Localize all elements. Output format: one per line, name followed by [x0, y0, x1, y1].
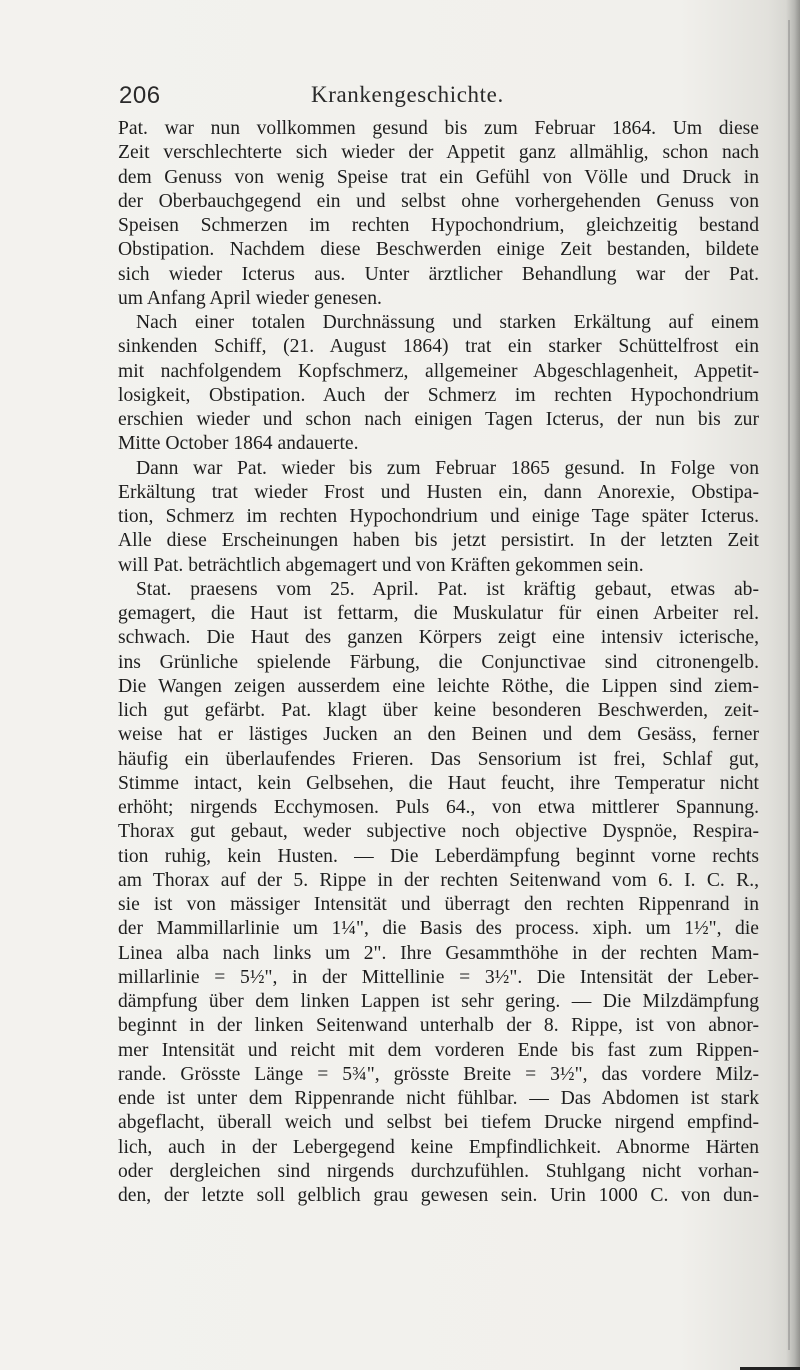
text-line: gemagert, die Haut ist fettarm, die Muskulatur für einen Arbeiter rel. [118, 603, 759, 624]
text-line: oder dergleichen sind nirgends durchzufühlen. Stuhlgang nicht vorhan- [118, 1160, 759, 1182]
text-line: um Anfang April wieder genesen. [118, 287, 382, 309]
text-line: Dann war Pat. wieder bis zum Februar 1865 gesund. In Folge von [136, 457, 759, 479]
text-line: Die Wangen zeigen ausserdem eine leichte Röthe, die Lippen sind ziem- [118, 675, 759, 697]
text-line: tion, Schmerz im rechten Hypochondrium und einige Tage später Icterus. [118, 506, 759, 527]
text-line: Obstipation. Nachdem diese Beschwerden einige Zeit bestanden, bildete [118, 239, 759, 261]
text-line: mit nachfolgendem Kopfschmerz, allgemeiner Abgeschlagenheit, Appetit- [118, 360, 759, 382]
text-line: will Pat. beträchtlich abgemagert und von Kräften gekommen sein. [118, 554, 644, 576]
text-line: tion ruhig, kein Husten. — Die Leberdämpfung beginnt vorne rechts [118, 845, 759, 867]
text-line: dämpfung über dem linken Lappen ist sehr gering. — Die Milzdämpfung [118, 991, 759, 1012]
text-line: mer Intensität und reicht mit dem vorderen Ende bis fast zum Rippen- [118, 1039, 759, 1061]
text-line: abgeflacht, überall weich und selbst bei tiefem Drucke nirgend empfind- [118, 1112, 759, 1134]
text-line: sinkenden Schiff, (21. August 1864) trat ein starker Schüttelfrost ein [118, 336, 759, 358]
text-line: der Mammillarlinie um 1¼", die Basis des process. xiph. um 1½", die [118, 918, 759, 940]
text-line: sich wieder Icterus aus. Unter ärztlicher Behandlung war der Pat. [118, 263, 759, 285]
text-line: Stimme intact, kein Gelbsehen, die Haut feucht, ihre Temperatur nicht [118, 772, 759, 794]
page-edge-line [788, 20, 790, 1350]
text-line: Erkältung trat wieder Frost und Husten ein, dann Anorexie, Obstipa- [118, 481, 759, 503]
page-header [119, 82, 759, 112]
text-line: häufig ein überlaufendes Frieren. Das Sensorium ist frei, Schlaf gut, [118, 748, 759, 770]
text-line: weise hat er lästiges Jucken an den Beinen und dem Gesäss, ferner [118, 724, 759, 746]
text-line: Stat. praesens vom 25. April. Pat. ist kräftig gebaut, etwas ab- [136, 578, 759, 600]
text-line: den, der letzte soll gelblich grau gewesen sein. Urin 1000 C. von dun- [118, 1185, 759, 1206]
text-line: losigkeit, Obstipation. Auch der Schmerz im rechten Hypochondrium [118, 384, 759, 406]
text-line: dem Genuss von wenig Speise trat ein Gefühl von Völle und Druck in [118, 166, 759, 188]
text-line: Thorax gut gebaut, weder subjective noch objective Dyspnöe, Respira- [118, 821, 759, 843]
text-line: millarlinie = 5½", in der Mittellinie = 3½". Die Intensität der Leber- [118, 966, 759, 988]
text-line: erhöht; nirgends Ecchymosen. Puls 64., von etwa mittlerer Spannung. [118, 797, 759, 818]
text-line: Mitte October 1864 andauerte. [118, 433, 359, 455]
text-line: der Oberbauchgegend ein und selbst ohne vorhergehenden Genuss von [118, 190, 759, 212]
text-line: Pat. war nun vollkommen gesund bis zum Februar 1864. Um diese [118, 118, 759, 139]
body-text [118, 117, 759, 1208]
text-line: Linea alba nach links um 2". Ihre Gesammthöhe in der rechten Mam- [118, 942, 759, 964]
text-line: schwach. Die Haut des ganzen Körpers zeigt eine intensiv icterische, [118, 627, 759, 649]
text-line: Alle diese Erscheinungen haben bis jetzt persistirt. In der letzten Zeit [118, 530, 759, 552]
text-line: Zeit verschlechterte sich wieder der Appetit ganz allmählig, schon nach [118, 142, 759, 164]
text-line: ins Grünliche spielende Färbung, die Conjunctivae sind citronengelb. [118, 651, 759, 673]
text-line: beginnt in der linken Seitenwand unterhalb der 8. Rippe, ist von abnor- [118, 1015, 759, 1037]
text-line: rande. Grösste Länge = 5¾", grösste Breite = 3½", das vordere Milz- [118, 1063, 759, 1085]
text-line: erschien wieder und schon nach einigen Tagen Icterus, der nun bis zur [118, 409, 759, 430]
text-line: sie ist von mässiger Intensität und überragt den rechten Rippenrand in [118, 894, 759, 915]
text-line: Nach einer totalen Durchnässung und starken Erkältung auf einem [136, 312, 759, 333]
text-line: lich, auch in der Lebergegend keine Empfindlichkeit. Abnorme Härten [118, 1136, 759, 1158]
text-line: am Thorax auf der 5. Rippe in der rechten Seitenwand vom 6. I. C. R., [118, 869, 759, 891]
text-line: lich gut gefärbt. Pat. klagt über keine besonderen Beschwerden, zeit- [118, 700, 759, 721]
page-number: 206 [119, 82, 161, 109]
running-title: Krankengeschichte. [311, 82, 504, 107]
text-line: Speisen Schmerzen im rechten Hypochondrium, gleichzeitig bestand [118, 215, 759, 236]
text-line: ende ist unter dem Rippenrande nicht fühlbar. — Das Abdomen ist stark [118, 1088, 759, 1109]
